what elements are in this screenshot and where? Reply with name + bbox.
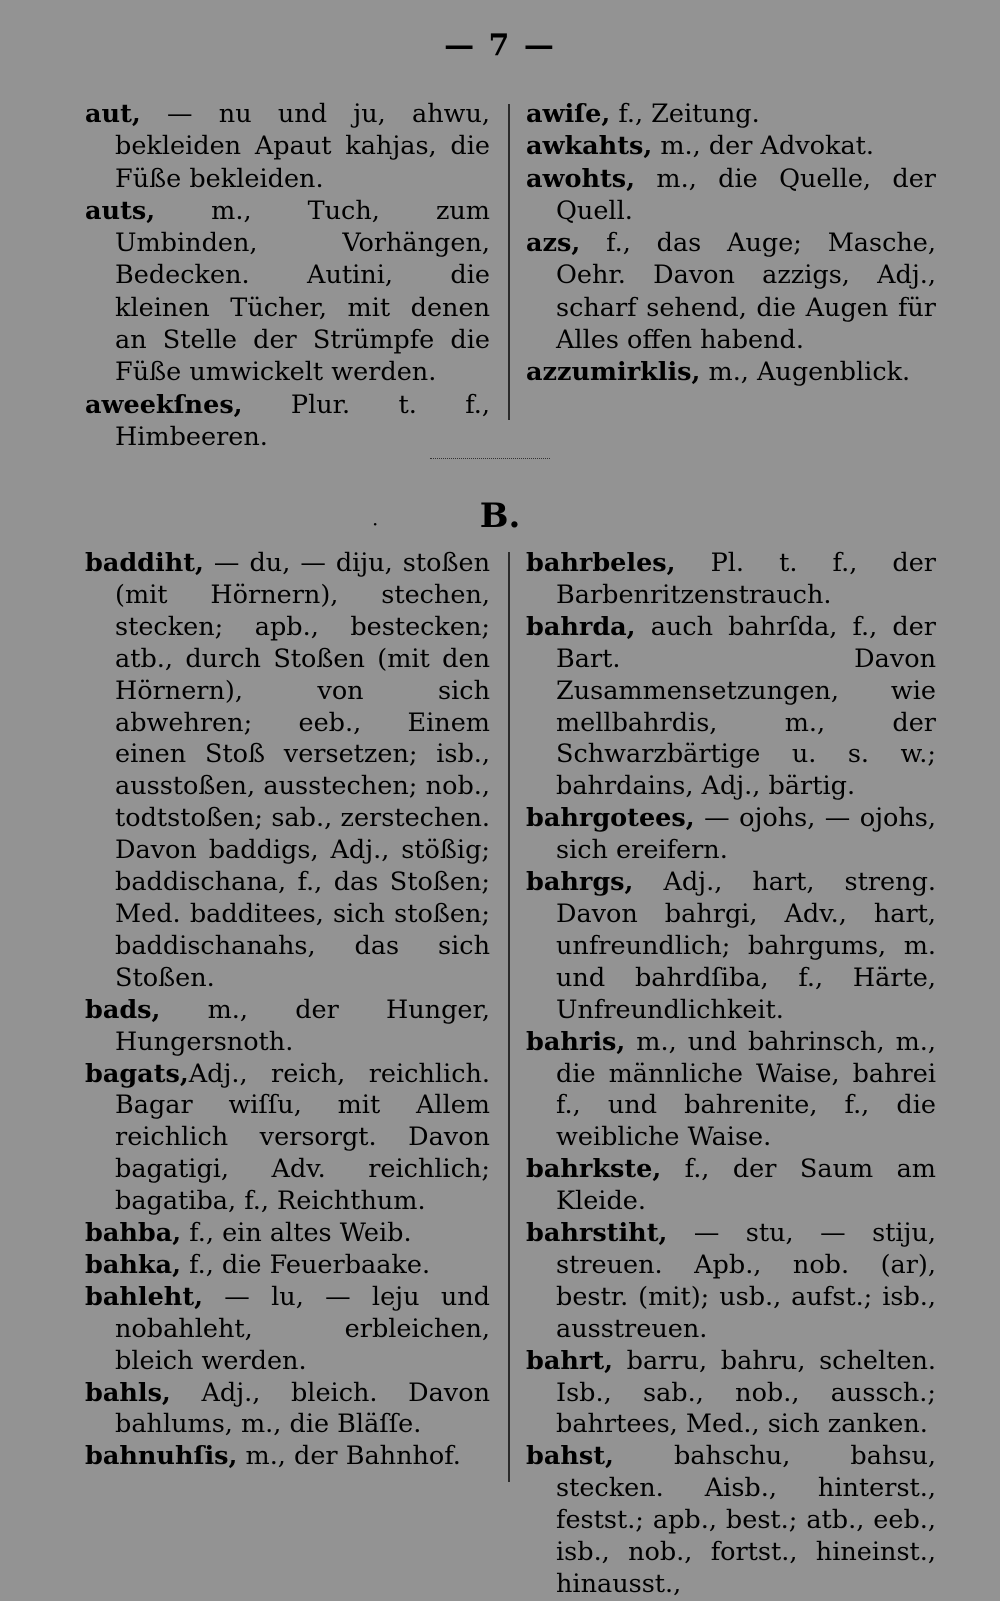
dictionary-entry <box>526 1346 936 1442</box>
entry-headword: awiſe, <box>526 99 611 129</box>
dictionary-entry <box>526 612 936 803</box>
entry-headword: azzumirklis, <box>526 357 701 388</box>
entry-definition: m., und bahrinsch, m., die männliche Waise, bahrei f., und bahrenite, f., die weibliche Waise. <box>556 1026 936 1153</box>
dictionary-entry <box>526 1441 936 1601</box>
entry-definition: Adj., reich, reichlich. Bagar wiſſu, mit Allem reichlich versorgt. Davon bagatigi, Adv. reichlich; bagatiba, f., Reichthum. <box>115 1058 490 1217</box>
entry-headword: aut, <box>85 99 141 129</box>
entry-headword: baddiht, <box>85 548 204 578</box>
entry-definition: m., der Advokat. <box>652 131 875 162</box>
entry-headword: bahrgs, <box>526 867 634 898</box>
entry-definition: f., die Feuerbaake. <box>180 1249 431 1280</box>
dictionary-entry <box>526 1027 936 1155</box>
dictionary-entry <box>85 548 490 995</box>
entry-headword: bahrda, <box>526 611 636 642</box>
dictionary-entry <box>526 1218 936 1346</box>
column-divider-bottom <box>508 552 510 1482</box>
entry-definition: m., Tuch, zum Umbinden, Vorhängen, Bedecken. Autini, die kleinen Tücher, mit denen an Stelle der Strümpfe die Füße umwickelt werden. <box>115 195 490 388</box>
entry-headword: bahka, <box>85 1249 181 1280</box>
section-letter: B. <box>479 496 521 536</box>
entry-definition: f., der Saum am Kleide. <box>556 1154 936 1217</box>
entry-headword: bahba, <box>85 1218 182 1249</box>
dictionary-entry <box>526 98 936 130</box>
entry-definition: bahschu, bahsu, stecken. Aisb., hinterst., festst.; apb., best.; atb., eeb., isb., nob., fortst., hineinst., hinausst., <box>556 1441 936 1599</box>
entry-headword: bagats, <box>85 1058 189 1089</box>
entry-headword: awohts, <box>526 163 636 194</box>
entry-definition: Pl. t. f., der Barbenritzenstrauch. <box>556 548 936 610</box>
dictionary-entry <box>526 867 936 1027</box>
dictionary-entry <box>526 1154 936 1218</box>
dictionary-entry <box>85 98 490 195</box>
dictionary-entry <box>85 1218 490 1250</box>
entry-headword: awkahts, <box>526 131 653 162</box>
entry-headword: bahrt, <box>526 1345 613 1376</box>
entry-headword: bahrstiht, <box>526 1218 668 1249</box>
entry-definition: m., die Quelle, der Quell. <box>556 163 936 226</box>
entry-headword: bahnuhſis, <box>85 1441 238 1472</box>
entry-headword: bahrgotees, <box>526 803 695 834</box>
entry-definition: Adj., hart, streng. Davon bahrgi, Adv., hart, unfreundlich; bahrgums, m. und bahrdſiba, f., Härte, Unfreundlichkeit. <box>556 867 936 1025</box>
section-separator <box>430 458 550 459</box>
entry-definition: — lu, — leju und nobahleht, erbleichen, bleich werden. <box>115 1281 490 1376</box>
dictionary-entry <box>85 195 490 389</box>
column-divider-top <box>508 104 510 420</box>
entry-definition: f., das Auge; Masche, Oehr. Davon azzigs, Adj., scharf sehend, die Augen für Alles offen habend. <box>556 228 936 356</box>
entry-headword: bahleht, <box>85 1281 203 1312</box>
entry-definition: m., der Bahnhof. <box>237 1441 461 1472</box>
stray-mark: · <box>372 512 379 536</box>
dictionary-entry <box>85 1059 490 1219</box>
entry-headword: bads, <box>85 994 161 1025</box>
entry-definition: f., Zeitung. <box>610 99 760 129</box>
entry-headword: bahrbeles, <box>526 548 676 578</box>
dictionary-entry <box>85 1282 490 1378</box>
entry-headword: auts, <box>85 195 156 226</box>
entry-definition: f., ein altes Weib. <box>181 1218 412 1249</box>
dictionary-entry <box>85 995 490 1059</box>
entry-headword: bahris, <box>526 1026 626 1057</box>
entry-definition: m., der Hunger, Hungersnoth. <box>115 994 490 1057</box>
entry-headword: bahst, <box>526 1441 614 1472</box>
entry-definition: Plur. t. f., Himbeeren. <box>115 389 490 452</box>
dictionary-entry <box>85 1441 490 1473</box>
dictionary-entry <box>85 1250 490 1282</box>
entry-definition: — stu, — stiju, streuen. Apb., nob. (ar), bestr. (mit); usb., aufst.; isb., ausstreuen. <box>556 1218 936 1344</box>
entry-headword: bahrkste, <box>526 1154 662 1185</box>
entry-definition: m., Augenblick. <box>700 357 911 388</box>
entry-headword: bahls, <box>85 1377 171 1408</box>
entry-definition: — nu und ju, ahwu, bekleiden Apaut kahjas, die Füße bekleiden. <box>115 99 490 194</box>
dictionary-entry <box>526 356 936 388</box>
entry-definition: Adj., bleich. Davon bahlums, m., die Bläſſe. <box>115 1377 490 1440</box>
entry-definition: — ojohs, — ojohs, sich ereifern. <box>556 803 936 866</box>
column-top-left <box>85 98 490 453</box>
entry-definition: auch bahrſda, f., der Bart. Davon Zusammensetzungen, wie mellbahrdis, m., der Schwarzbärtige u. s. w.; bahrdains, Adj., bärtig. <box>556 611 936 802</box>
column-bottom-left <box>85 548 490 1473</box>
dictionary-entry <box>526 803 936 867</box>
entry-headword: aweekſnes, <box>85 389 243 420</box>
dictionary-entry <box>526 130 936 162</box>
entry-headword: azs, <box>526 228 581 259</box>
dictionary-entry <box>526 548 936 612</box>
page-number: — 7 — <box>444 28 556 63</box>
entry-definition: — du, — diju, stoßen (mit Hörnern), stechen, stecken; apb., bestecken; atb., durch Stoßen (mit den Hörnern), von sich abwehren; eeb., Einem einen Stoß versetzen; isb., ausstoßen, ausstechen; nob., todtstoßen; sab., zerstechen. Davon baddigs, Adj., stößig; baddischana, f., das Stoßen; Med. badditees, sich stoßen; baddischanahs, das sich Stoßen. <box>115 548 490 993</box>
dictionary-entry <box>85 389 490 454</box>
entry-definition: barru, bahru, schelten. Isb., sab., nob., aussch.; bahrtees, Med., sich zanken. <box>556 1345 936 1440</box>
dictionary-entry <box>526 227 936 356</box>
column-top-right <box>526 98 936 389</box>
column-bottom-right <box>526 548 936 1601</box>
dictionary-entry <box>85 1378 490 1442</box>
dictionary-entry <box>526 163 936 228</box>
